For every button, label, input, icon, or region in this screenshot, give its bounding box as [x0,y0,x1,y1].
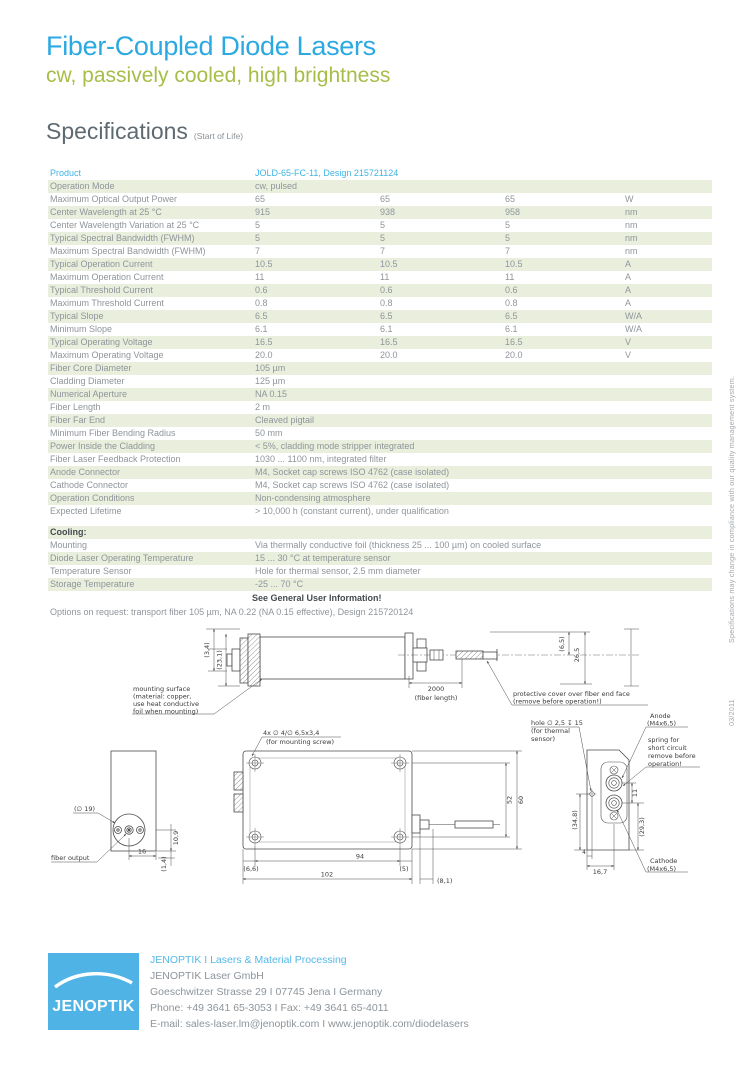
footer-contact-block [150,952,469,1032]
spec-value: cw, pulsed [255,181,298,191]
dim-fiber-length: 2000 [427,685,445,693]
spec-value: 10.5 [380,259,398,269]
spec-value: Cleaved pigtail [255,415,315,425]
spec-value: Via thermally conductive foil (thickness 25 ... 100 µm) on cooled surface [255,540,542,550]
spec-value: 16.5 [380,337,398,347]
spec-value: 0.8 [255,298,268,308]
spec-label: Fiber Far End [50,415,106,425]
spec-value: 5 [255,233,261,243]
dim-fiber-offset: (6,5) [558,636,566,652]
spec-value: 65 [505,194,516,204]
drawing-side-view [132,629,648,716]
spec-value: 10.5 [255,259,273,269]
cathode-label: Cathode [650,857,678,865]
mounting-surface-label: (material: copper, [133,692,192,701]
side-note-disclaimer: Specifications may change in compliance with our quality management system. [727,375,736,643]
spec-unit: W/A [625,324,642,334]
spec-label: Temperature Sensor [50,566,132,576]
spec-label: Anode Connector [50,467,121,477]
drawing-front-view [51,751,180,872]
spec-label: Minimum Fiber Bending Radius [50,428,176,438]
spec-unit: W/A [625,311,642,321]
cathode-label: (M4x6,5) [647,865,676,873]
spring-warning-label: short circuit [648,744,687,752]
cooling-heading: Cooling: [50,527,87,537]
spec-label: Typical Operation Current [50,259,153,269]
spec-label: Expected Lifetime [50,506,122,516]
spec-value: 15 ... 30 °C at temperature sensor [255,553,391,563]
general-user-note: See General User Information! [252,593,382,603]
dim-11: 11 [631,788,639,798]
spec-label: Operation Conditions [50,493,135,503]
mounting-screw-label: (for mounting screw) [266,738,335,746]
drawing-rear-view [531,712,700,876]
spec-label: Typical Operating Voltage [50,337,153,347]
spec-value: Hole for thermal sensor, 2.5 mm diameter [255,566,421,576]
spec-label: Typical Spectral Bandwidth (FWHM) [50,233,195,243]
dim-16-7: 16,7 [592,868,608,876]
spec-value: 6.5 [505,311,518,321]
spec-unit: V [625,337,632,347]
footer-division: JENOPTIK I Lasers & Material Processing [150,954,347,966]
spec-label: Center Wavelength at 25 °C [50,207,162,217]
product-label: Product [50,168,82,178]
spring-warning-label: remove before [648,752,696,760]
mounting-screw-label: 4x ∅ 4/∅ 6,5x3,4 [263,729,320,737]
page-title: Fiber-Coupled Diode Lasers [46,31,376,61]
spec-label: Maximum Optical Output Power [50,194,178,204]
spec-label: Maximum Threshold Current [50,298,164,308]
spec-unit: nm [625,233,638,243]
spec-label: Fiber Laser Feedback Protection [50,454,181,464]
page-subtitle: cw, passively cooled, high brightness [46,64,391,87]
spec-value: 1030 ... 1100 nm, integrated filter [255,454,387,464]
protective-cover-label: protective cover over fiber end face [513,690,630,698]
spec-value: 6.1 [380,324,393,334]
spec-label: Cladding Diameter [50,376,125,386]
spec-label: Operation Mode [50,181,115,191]
spec-value: NA 0.15 [255,389,288,399]
spec-value: 105 µm [255,363,286,373]
footer-address: Goeschwitzer Strasse 29 I 07745 Jena I Germany [150,986,383,998]
dim-94: 94 [355,852,365,861]
dim-16: 16 [137,847,147,856]
jenoptik-logo [48,953,139,1030]
spec-value: 11 [255,272,265,282]
dim-total-height: 26,5 [573,647,581,663]
spec-value: 5 [380,233,386,243]
thermal-hole-label: hole ∅ 2,5 ↧ 15 [531,719,583,727]
spring-warning-label: spring for [648,736,680,744]
dim-diameter-19: (∅ 19) [74,805,96,813]
spec-label: Power Inside the Cladding [50,441,156,451]
spec-label: Maximum Spectral Bandwidth (FWHM) [50,246,206,256]
fiber-output-label: fiber output [51,854,90,862]
spec-unit: nm [625,246,638,256]
spec-label: Mounting [50,540,88,550]
spring-warning-label: operation! [648,760,682,768]
anode-label: Anode [650,712,671,720]
drawing-top-view [234,729,525,885]
dim-8-1: (8,1) [437,877,453,885]
dim-102: 102 [320,870,334,879]
spec-value: 20.0 [255,350,273,360]
spec-label: Diode Laser Operating Temperature [50,553,194,563]
dim-1-4: (1,4) [160,856,168,872]
spec-value: 7 [255,246,261,256]
spec-unit: V [625,350,632,360]
anode-label: (M4x6,5) [647,719,676,728]
spec-value: 11 [380,272,390,282]
dim-5: (5) [399,865,409,873]
start-of-life-note: (Start of Life) [193,131,244,141]
spec-label: Numerical Aperture [50,389,128,399]
spec-unit: W [625,194,634,204]
spec-label: Storage Temperature [50,579,135,589]
specifications-heading-text: Specifications [46,118,188,144]
footer-email: E-mail: sales-laser.lm@jenoptik.com I www.jenoptik.com/diodelasers [150,1018,469,1030]
spec-value: 958 [505,207,521,217]
spec-unit: nm [625,220,638,230]
options-note: Options on request: transport fiber 105 µm, NA 0.22 (NA 0.15 effective), Design 215720124 [50,607,414,617]
dim-fiber-length-note: (fiber length) [414,694,458,702]
spec-label: Typical Threshold Current [50,285,153,295]
spec-value: 915 [255,207,271,217]
spec-value: 50 mm [255,428,283,438]
dim-cap-depth: (3,4) [203,642,211,658]
spec-value: 7 [505,246,511,256]
spec-value: < 5%, cladding mode stripper integrated [255,441,415,451]
spec-value: 938 [380,207,396,217]
spec-value: 16.5 [505,337,523,347]
dim-52: 52 [505,795,514,805]
protective-cover-label: (remove before operation!) [513,697,602,706]
spec-value: 10.5 [505,259,523,269]
spec-value: 20.0 [505,350,523,360]
dim-4: 4 [582,849,586,856]
spec-value: 20.0 [380,350,398,360]
spec-value: 125 µm [255,376,286,386]
dim-cap-height: (23,1) [215,650,224,670]
dim-29-3: (29,3) [638,817,646,837]
footer-phone: Phone: +49 3641 65-3053 I Fax: +49 3641 65-4011 [150,1002,389,1014]
logo-arc-icon [48,961,139,1001]
spec-unit: A [625,259,632,269]
dim-34-8: (34,8) [571,810,579,830]
side-note-date: 03/2011 [727,699,736,726]
spec-value: 6.5 [255,311,268,321]
spec-label: Cathode Connector [50,480,129,490]
product-value: JOLD-65-FC-11, Design 215721124 [255,168,399,178]
spec-value: 11 [505,272,515,282]
spec-unit: A [625,272,632,282]
spec-value: 6.1 [505,324,518,334]
spec-value: 6.5 [380,311,393,321]
spec-value: > 10,000 h (constant current), under qualification [255,506,449,516]
spec-value: 0.6 [505,285,518,295]
spec-value: 6.1 [255,324,268,334]
thermal-hole-label: (for thermal [531,727,570,735]
spec-label: Fiber Length [50,402,101,412]
dim-10-9: 10,9 [172,830,180,846]
spec-value: M4, Socket cap screws ISO 4762 (case isolated) [255,480,450,490]
spec-unit: A [625,285,632,295]
spec-unit: nm [625,207,638,217]
spec-value: 2 m [255,402,271,412]
spec-label: Center Wavelength Variation at 25 °C [50,220,200,230]
spec-value: 7 [380,246,386,256]
spec-value: 0.8 [505,298,518,308]
footer-company: JENOPTIK Laser GmbH [150,970,264,982]
thermal-hole-label: sensor) [531,735,556,743]
spec-value: 0.6 [380,285,393,295]
spec-label: Fiber Core Diameter [50,363,132,373]
spec-value: Non-condensing atmosphere [255,493,371,503]
spec-value: 65 [380,194,391,204]
dim-6-6: (6,6) [243,865,259,873]
mounting-surface-label: foil when mounting) [133,707,199,716]
spec-value: 5 [505,233,511,243]
spec-value: 65 [255,194,266,204]
spec-value: M4, Socket cap screws ISO 4762 (case isolated) [255,467,450,477]
spec-value: 0.8 [380,298,393,308]
spec-label: Minimum Slope [50,324,113,334]
spec-label: Typical Slope [50,311,104,321]
spec-value: 5 [380,220,386,230]
mounting-surface-label: mounting surface [133,685,191,693]
spec-value: 5 [255,220,261,230]
spec-value: 16.5 [255,337,273,347]
logo-wordmark: JENOPTIK [52,998,135,1015]
spec-value: 0.6 [255,285,268,295]
spec-label: Maximum Operation Current [50,272,164,282]
mounting-surface-label: use heat conductive [133,700,199,708]
dim-60: 60 [517,795,525,805]
spec-label: Maximum Operating Voltage [50,350,164,360]
spec-unit: A [625,298,632,308]
spec-value: 5 [505,220,511,230]
spec-value: -25 ... 70 °C [255,579,304,589]
